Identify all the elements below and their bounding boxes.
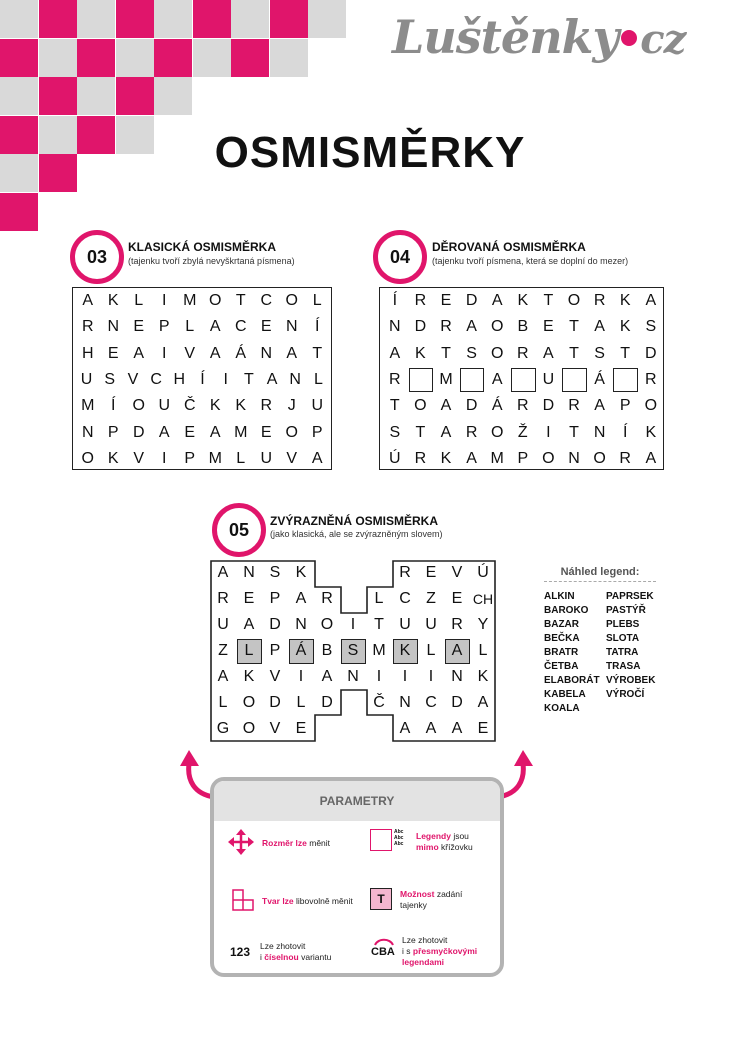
grid-letter: C (425, 694, 437, 711)
checker-square (116, 39, 154, 77)
grid-letter: I (350, 616, 356, 633)
puzzle-grid-classic (72, 287, 332, 470)
grid-letter: T (235, 292, 246, 309)
legend-word: SLOTA (606, 633, 640, 644)
grid-letter: K (440, 449, 452, 467)
grid-letter: M (490, 449, 504, 467)
grid-letter: N (347, 668, 359, 685)
grid-letter: R (440, 318, 452, 336)
grid-letter: A (451, 720, 463, 737)
checker-square (270, 0, 308, 38)
legend-word: KABELA (544, 689, 586, 700)
grid-letter: Á (295, 642, 307, 659)
param-secret-text: Možnost zadání tajenky (400, 889, 463, 910)
grid-letter: I (546, 423, 551, 441)
grid-letter: R (593, 292, 606, 309)
grid-letter: C (234, 318, 247, 336)
grid-letter: R (217, 590, 229, 607)
grid-letter: Y (477, 616, 489, 633)
grid-letter: O (644, 397, 658, 415)
grid-letter: E (440, 292, 452, 309)
grid-letter: R (465, 423, 478, 441)
grid-letter: P (619, 397, 631, 415)
grid-letter: A (491, 292, 503, 309)
puzzle-heading: ZVÝRAZNĚNÁ OSMISMĚRKA (270, 514, 439, 528)
grid-letter: L (296, 694, 306, 711)
checker-square (193, 0, 231, 38)
grid-letter: A (266, 370, 278, 388)
grid-letter: O (242, 694, 256, 711)
grid-letter: A (466, 318, 477, 336)
grid-letter: Á (235, 344, 247, 362)
grid-letter: R (81, 318, 94, 336)
grid-letter: O (81, 449, 94, 467)
legend-word: BEČKA (544, 633, 580, 644)
grid-letter: R (451, 616, 463, 633)
grid-letter: D (465, 397, 478, 415)
grid-letter: S (645, 318, 657, 336)
grid-letter: A (209, 318, 221, 336)
grid-letter: U (542, 370, 555, 388)
grid-letter: A (311, 449, 323, 467)
legend-word: PASTÝŘ (606, 605, 646, 616)
grid-letter: O (593, 449, 606, 467)
legend-word: ELABORÁT (544, 675, 600, 686)
grid-letter: I (298, 668, 304, 685)
grid-letter: D (269, 694, 281, 711)
grid-letter: Í (315, 318, 320, 336)
grid-letter: Á (491, 397, 503, 415)
checker-square (154, 77, 192, 115)
checker-square (116, 77, 154, 115)
empty-letter-box[interactable] (511, 368, 536, 392)
grid-letter: L (185, 318, 195, 336)
grid-letter: A (217, 668, 229, 685)
puzzle-subheading: (jako klasická, ale se zvýrazněným slovem) (270, 529, 443, 539)
grid-letter: K (517, 292, 529, 309)
grid-letter: L (312, 292, 322, 309)
page-title: OSMISMĚRKY (214, 128, 526, 177)
legend-title: Náhled legend: (560, 566, 640, 578)
grid-letter: Z (218, 642, 228, 659)
empty-letter-box[interactable] (562, 368, 587, 392)
grid-letter: K (477, 668, 489, 685)
grid-letter: N (295, 616, 307, 633)
grid-letter: M (208, 449, 222, 467)
grid-letter: A (440, 397, 452, 415)
grid-letter: B (321, 642, 333, 659)
grid-letter: A (594, 318, 605, 336)
grid-letter: M (439, 370, 453, 388)
grid-letter: T (620, 344, 631, 362)
checker-square (308, 0, 346, 38)
checker-square (231, 39, 269, 77)
grid-letter: A (451, 642, 463, 659)
grid-letter: L (313, 370, 323, 388)
grid-letter: Í (200, 370, 205, 388)
grid-letter: R (399, 564, 411, 581)
grid-letter: N (107, 318, 120, 336)
grid-letter: K (243, 668, 255, 685)
grid-letter: E (451, 590, 463, 607)
grid-letter: R (568, 397, 580, 415)
grid-letter: Ú (389, 449, 401, 467)
param-numeric-text: Lze zhotovit i číselnou variantu (260, 941, 332, 962)
grid-letter: U (158, 397, 171, 415)
grid-letter: P (311, 423, 323, 441)
grid-letter: K (107, 449, 119, 467)
grid-letter: R (517, 397, 529, 415)
grid-letter: A (389, 344, 401, 362)
grid-letter: U (260, 449, 273, 467)
legend-word: TATRA (606, 647, 639, 658)
grid-letter: U (311, 397, 324, 415)
grid-letter: V (269, 668, 281, 685)
puzzle-subheading: (tajenku tvoří zbylá nevyškrtaná písmena) (128, 256, 295, 266)
anagram-arc-icon (372, 936, 396, 946)
grid-letter: E (260, 423, 272, 441)
legend-outside-icon (370, 829, 392, 851)
legend-word: KOALA (544, 703, 580, 714)
grid-letter: C (260, 292, 273, 309)
legend-word: PAPRSEK (606, 591, 654, 602)
logo: Luštěnky cz (392, 10, 686, 64)
grid-letter: M (81, 397, 95, 415)
grid-letter: I (223, 370, 228, 388)
grid-letter: S (104, 370, 116, 388)
grid-letter: Ú (477, 564, 489, 581)
grid-letter: V (286, 449, 298, 467)
grid-letter: D (269, 616, 281, 633)
grid-letter: K (295, 564, 307, 581)
grid-letter: L (236, 449, 246, 467)
grid-letter: T (569, 423, 579, 441)
grid-letter: K (399, 642, 411, 659)
grid-letter: A (477, 694, 489, 711)
grid-letter: L (244, 642, 254, 659)
grid-letter: O (285, 423, 298, 441)
puzzle-grid-highlighted (210, 560, 496, 742)
grid-letter: C (150, 370, 162, 388)
grid-letter: D (465, 292, 478, 309)
parameters-panel (210, 777, 504, 977)
grid-letter: B (517, 318, 529, 336)
secret-letter-icon: T (370, 888, 392, 910)
checker-square (39, 0, 77, 38)
grid-letter: O (132, 397, 145, 415)
checker-square (0, 77, 38, 115)
legend-word: PLEBS (606, 619, 640, 630)
legend-word: TRASA (606, 661, 641, 672)
grid-letter: G (216, 720, 230, 737)
grid-letter: O (542, 449, 555, 467)
grid-letter: D (451, 694, 463, 711)
grid-letter: N (451, 668, 463, 685)
grid-letter: H (81, 344, 94, 362)
legend-word: VÝROČÍ (606, 689, 645, 700)
grid-letter: S (347, 642, 359, 659)
grid-letter: Ž (517, 423, 528, 441)
grid-letter: CH (472, 591, 494, 607)
numeric-variant-icon: 123 (230, 945, 251, 959)
legend-word: BAZAR (544, 619, 579, 630)
legend-word: ALKIN (544, 591, 575, 602)
grid-letter: K (209, 397, 221, 415)
grid-letter: R (619, 449, 631, 467)
puzzle-number-badge: 04 (373, 230, 427, 284)
grid-letter: M (183, 292, 197, 309)
legend-divider (544, 581, 656, 582)
legend-word: VÝROBEK (606, 675, 656, 686)
grid-letter: A (594, 397, 605, 415)
grid-letter: S (389, 423, 401, 441)
grid-letter: Í (392, 292, 398, 309)
grid-letter: E (295, 720, 307, 737)
checker-square (77, 0, 115, 38)
grid-letter: E (184, 423, 196, 441)
grid-letter: S (269, 564, 281, 581)
grid-letter: R (517, 344, 529, 362)
grid-letter: O (320, 616, 334, 633)
grid-letter: A (466, 449, 477, 467)
legend-column-1 (544, 590, 600, 716)
grid-letter: L (218, 694, 228, 711)
grid-letter: T (389, 397, 400, 415)
grid-letter: Í (111, 397, 116, 415)
grid-letter: N (593, 423, 606, 441)
grid-letter: U (399, 616, 411, 633)
grid-letter: K (235, 397, 247, 415)
empty-letter-box[interactable] (613, 368, 638, 392)
grid-letter: N (285, 318, 298, 336)
grid-letter: Č (183, 397, 196, 415)
parameters-title: PARAMETRY (214, 781, 500, 821)
grid-letter: N (81, 423, 94, 441)
grid-letter: A (286, 344, 298, 362)
grid-letter: M (372, 642, 386, 659)
grid-letter: N (260, 344, 273, 362)
grid-letter: L (134, 292, 144, 309)
grid-letter: D (321, 694, 333, 711)
grid-letter: N (389, 318, 401, 336)
grid-letter: R (414, 292, 427, 309)
grid-letter: V (451, 564, 463, 581)
grid-letter: O (242, 720, 256, 737)
grid-letter: L (426, 642, 436, 659)
grid-letter: O (490, 344, 504, 362)
grid-letter: U (425, 616, 437, 633)
grid-letter: A (321, 668, 333, 685)
resize-arrows-icon (228, 829, 254, 855)
grid-letter: T (569, 318, 579, 336)
grid-letter: O (490, 318, 504, 336)
param-anagram-text: Lze zhotovit i s přesmyčkovými legendami (402, 935, 478, 967)
legend-word: BRATR (544, 647, 579, 658)
grid-letter: A (243, 616, 255, 633)
grid-letter: I (402, 668, 408, 685)
grid-letter: T (374, 616, 384, 633)
grid-letter: A (295, 590, 307, 607)
grid-letter: I (162, 344, 167, 362)
grid-letter: A (209, 423, 221, 441)
puzzle-heading: DĚROVANÁ OSMISMĚRKA (432, 240, 586, 254)
grid-letter: A (82, 292, 94, 309)
param-shape-text: Tvar lze libovolně měnit (262, 896, 353, 906)
grid-letter: J (287, 397, 296, 415)
checker-square (0, 193, 38, 231)
grid-letter: T (243, 370, 254, 388)
grid-letter: T (543, 292, 554, 309)
grid-letter: A (399, 720, 411, 737)
grid-letter: E (425, 564, 437, 581)
grid-letter: A (217, 564, 229, 581)
grid-letter: E (260, 318, 272, 336)
grid-letter: U (217, 616, 229, 633)
grid-letter: D (132, 423, 145, 441)
grid-letter: E (107, 344, 119, 362)
grid-letter: K (645, 423, 657, 441)
abc-icon: Abc Abc Abc (394, 829, 404, 847)
checker-square (39, 39, 77, 77)
grid-letter: K (619, 292, 631, 309)
grid-letter: V (184, 344, 196, 362)
checker-square (77, 77, 115, 115)
puzzle-heading: KLASICKÁ OSMISMĚRKA (128, 240, 277, 254)
anagram-icon: CBA (371, 946, 395, 958)
grid-letter: O (414, 397, 427, 415)
grid-letter: Í (622, 423, 628, 441)
grid-letter: I (162, 292, 167, 309)
grid-letter: K (415, 344, 426, 362)
shape-icon (232, 889, 254, 911)
grid-letter: P (184, 449, 196, 467)
grid-letter: D (542, 397, 555, 415)
grid-letter: D (414, 318, 427, 336)
grid-letter: Z (426, 590, 436, 607)
grid-letter: A (133, 344, 145, 362)
grid-letter: A (491, 370, 503, 388)
grid-letter: E (133, 318, 145, 336)
grid-letter: C (399, 590, 411, 607)
grid-letter: V (127, 370, 139, 388)
grid-letter: V (133, 449, 145, 467)
grid-letter: O (285, 292, 298, 309)
param-resize-text: Rozměr lze měnit (262, 838, 331, 848)
puzzle-grid-holes (379, 287, 664, 470)
grid-letter: S (594, 344, 605, 362)
grid-letter: S (466, 344, 477, 362)
grid-letter: A (440, 423, 452, 441)
grid-letter: A (543, 344, 554, 362)
grid-letter: R (389, 370, 401, 388)
puzzle-number-badge: 05 (212, 503, 266, 557)
grid-letter: T (415, 423, 426, 441)
checker-square (116, 0, 154, 38)
grid-letter: Á (594, 370, 605, 388)
grid-letter: T (441, 344, 451, 362)
checker-square (193, 39, 231, 77)
checker-square (154, 0, 192, 38)
grid-letter: A (645, 292, 657, 309)
grid-letter: P (269, 590, 281, 607)
grid-letter: R (645, 370, 657, 388)
checker-square (0, 0, 38, 38)
grid-letter: I (428, 668, 434, 685)
grid-letter: I (376, 668, 382, 685)
grid-letter: V (269, 720, 281, 737)
grid-letter: L (478, 642, 488, 659)
grid-letter: N (289, 370, 301, 388)
grid-letter: I (162, 449, 167, 467)
grid-letter: A (209, 344, 221, 362)
puzzle-subheading: (tajenku tvoří písmena, která se doplní do mezer) (432, 256, 629, 266)
grid-letter: K (107, 292, 119, 309)
grid-letter: O (567, 292, 581, 309)
grid-letter: E (243, 590, 255, 607)
grid-letter: Č (373, 694, 385, 711)
grid-letter: D (645, 344, 657, 362)
grid-letter: O (209, 292, 222, 309)
legend-column-2 (606, 590, 655, 702)
grid-letter: N (243, 564, 255, 581)
grid-letter: A (158, 423, 170, 441)
empty-letter-box[interactable] (460, 368, 485, 392)
grid-letter: K (619, 318, 631, 336)
legend-word: BAROKO (544, 605, 589, 616)
grid-letter: E (543, 318, 554, 336)
grid-letter: P (158, 318, 170, 336)
grid-letter: R (260, 397, 273, 415)
grid-letter: N (568, 449, 580, 467)
grid-letter: T (312, 344, 323, 362)
legend-word: ČETBA (544, 661, 579, 672)
grid-letter: M (234, 423, 248, 441)
grid-letter: P (107, 423, 119, 441)
grid-letter: P (269, 642, 281, 659)
grid-letter: N (399, 694, 411, 711)
grid-letter: A (645, 449, 657, 467)
grid-letter: A (425, 720, 437, 737)
grid-letter: H (173, 370, 186, 388)
checker-square (270, 39, 308, 77)
grid-letter: R (414, 449, 427, 467)
checker-square (154, 39, 192, 77)
checker-square (39, 77, 77, 115)
grid-letter: O (490, 423, 504, 441)
param-legends-text: Legendy jsou mimo křížovku (416, 831, 473, 852)
grid-letter: U (80, 370, 93, 388)
grid-letter: L (374, 590, 384, 607)
puzzle-number-badge: 03 (70, 230, 124, 284)
checker-square (231, 0, 269, 38)
checker-square (77, 39, 115, 77)
grid-letter: E (477, 720, 489, 737)
grid-letter: P (517, 449, 529, 467)
checker-square (0, 39, 38, 77)
empty-letter-box[interactable] (409, 368, 434, 392)
grid-letter: T (569, 344, 579, 362)
grid-letter: R (321, 590, 333, 607)
